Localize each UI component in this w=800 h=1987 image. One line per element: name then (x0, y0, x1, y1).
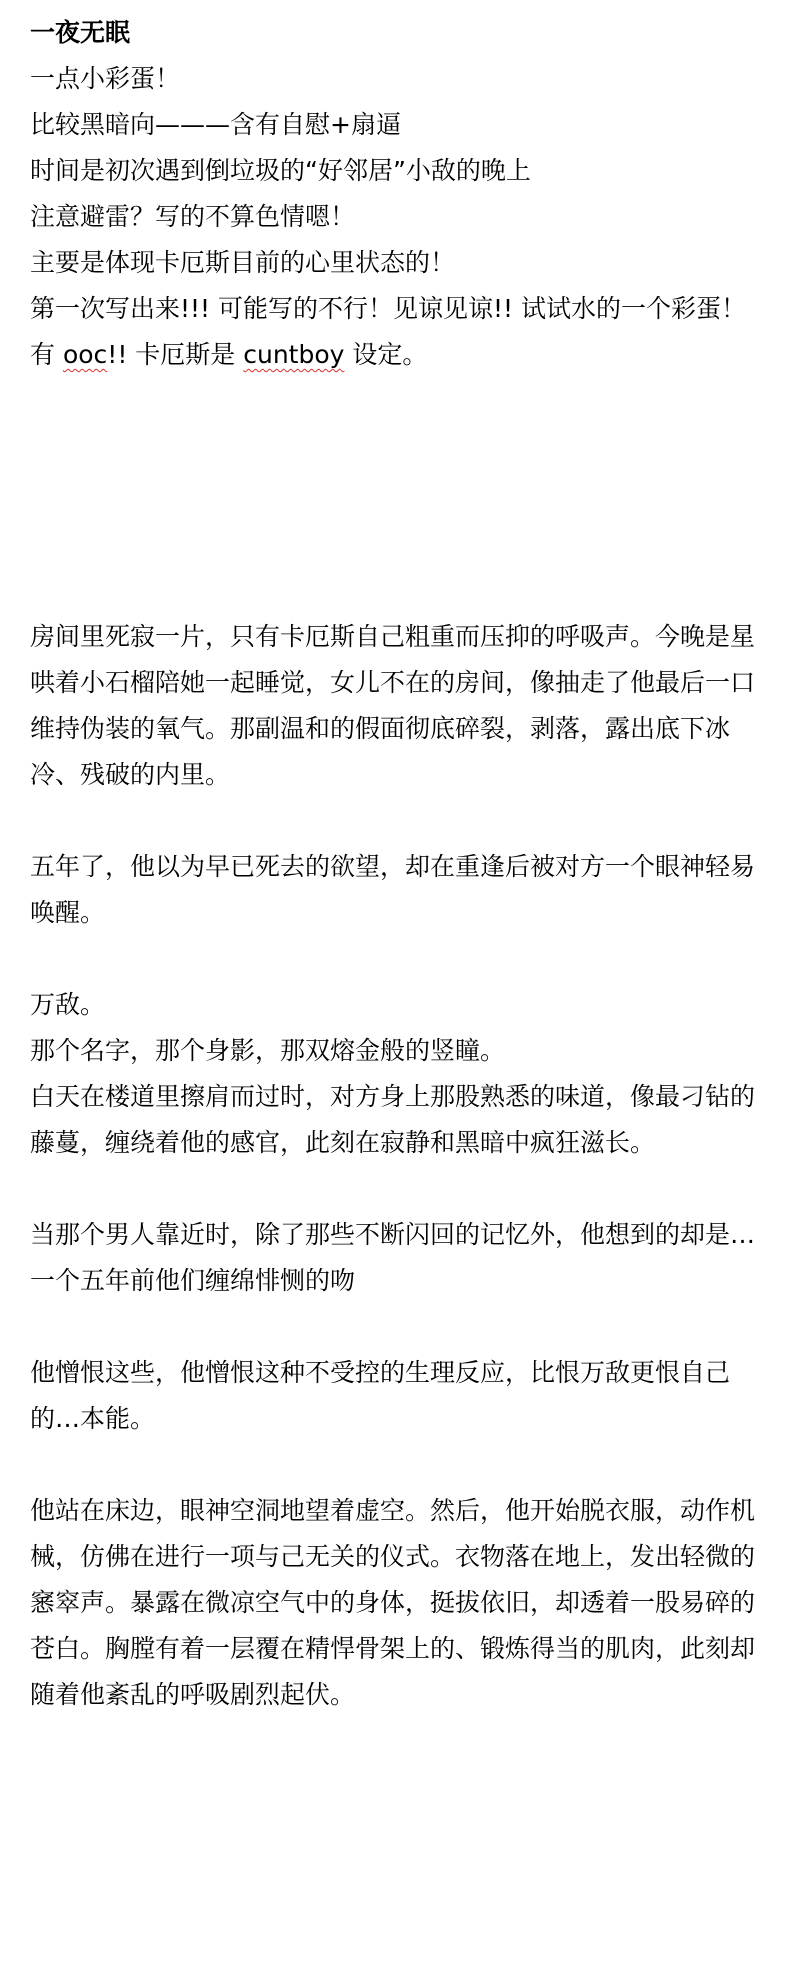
document-body (30, 0, 770, 1718)
blank-space (30, 378, 770, 614)
paragraph-gap (30, 1442, 770, 1488)
story-paragraph: 房间里死寂一片，只有卡厄斯自己粗重而压抑的呼吸声。今晚是星哄着小石榴陪她一起睡觉，女儿不在的房间，像抽走了他最后一口维持伪装的氧气。那副温和的假面彻底碎裂，剥落，露出底下冰冷、残破的内里。 (30, 622, 756, 789)
story-paragraph: 他憎恨这些，他憎恨这种不受控的生理反应，比恨万敌更恨自己的…本能。 (30, 1358, 731, 1433)
document-title: 一夜无眠 (30, 18, 131, 47)
intro-line: 一点小彩蛋！ (30, 64, 181, 93)
story-paragraph: 白天在楼道里擦肩而过时，对方身上那股熟悉的味道，像最刁钻的藤蔓，缠绕着他的感官，此刻在寂静和黑暗中疯狂滋长。 (30, 1082, 756, 1157)
ooc-middle: !! 卡厄斯是 (107, 340, 244, 369)
story-paragraph: 那个名字，那个身影，那双熔金般的竖瞳。 (30, 1036, 506, 1065)
story-paragraph: 他站在床边，眼神空洞地望着虚空。然后，他开始脱衣服，动作机械，仿佛在进行一项与己无关的仪式。衣物落在地上，发出轻微的窸窣声。暴露在微凉空气中的身体，挺拔依旧，却透着一股易碎的苍白。胸膛有着一层覆在精悍骨架上的、锻炼得当的肌肉，此刻却随着他紊乱的呼吸剧烈起伏。 (30, 1496, 756, 1709)
paragraph-gap (30, 1304, 770, 1350)
ooc-suffix: 设定。 (344, 340, 428, 369)
ooc-prefix: 有 (30, 340, 63, 369)
spellcheck-word-ooc: ooc (62, 340, 108, 369)
paragraph-gap (30, 936, 770, 982)
story-paragraph: 当那个男人靠近时，除了那些不断闪回的记忆外，他想到的却是…一个五年前他们缠绵悱恻的吻 (30, 1220, 756, 1295)
ooc-notice (30, 332, 770, 378)
story-paragraph: 五年了，他以为早已死去的欲望，却在重逢后被对方一个眼神轻易唤醒。 (30, 852, 756, 927)
intro-line: 第一次写出来!!! 可能写的不行！见谅见谅!! 试试水的一个彩蛋！ (30, 294, 747, 323)
story-paragraph: 万敌。 (30, 990, 106, 1019)
intro-line: 主要是体现卡厄斯目前的心里状态的！ (30, 248, 456, 277)
spellcheck-word-cuntboy: cuntboy (243, 340, 345, 369)
intro-line: 时间是初次遇到倒垃圾的“好邻居”小敌的晚上 (30, 156, 531, 185)
intro-line: 注意避雷？写的不算色情嗯！ (30, 202, 356, 231)
paragraph-gap (30, 1166, 770, 1212)
intro-line: 比较黑暗向———含有自慰+扇逼 (30, 110, 401, 139)
paragraph-gap (30, 798, 770, 844)
